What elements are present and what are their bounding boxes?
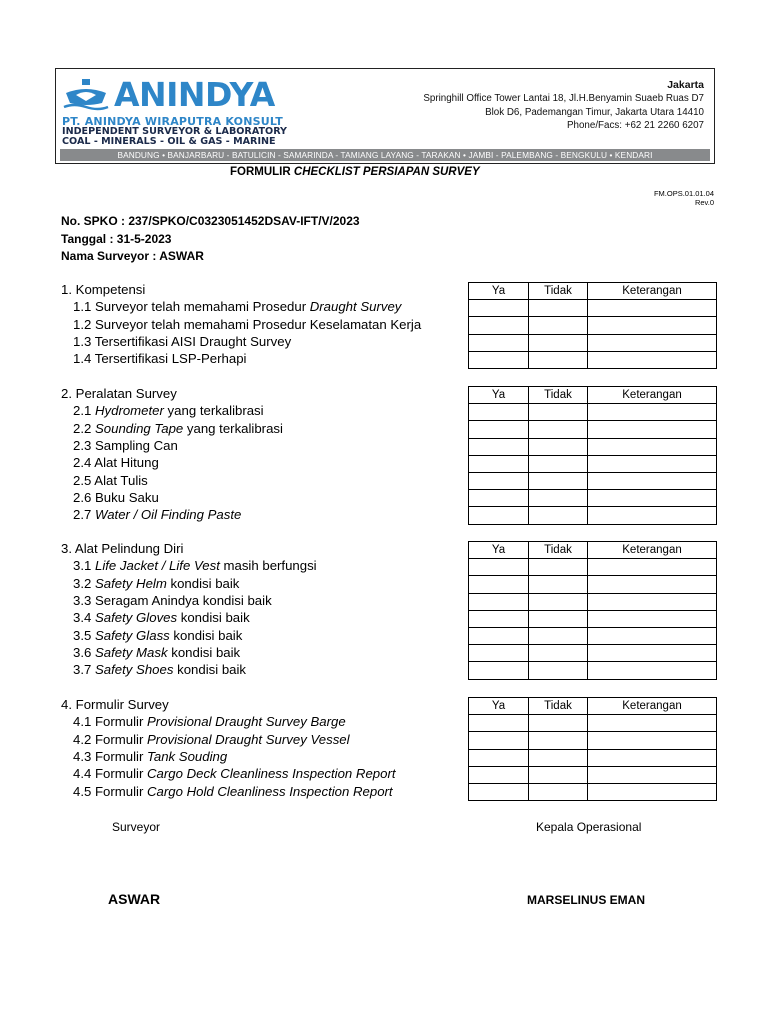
checklist-item: [73, 351, 246, 366]
form-title-plain: FORMULIR: [230, 166, 294, 178]
header-keterangan: Keterangan: [588, 283, 717, 300]
item-text: 3.4: [73, 610, 95, 626]
company-tagline: INDEPENDENT SURVEYOR & LABORATORY: [62, 126, 288, 137]
cell-keterangan[interactable]: [588, 610, 717, 627]
signature-name-surveyor: ASWAR: [108, 891, 161, 907]
item-text: 2.6 Buku Saku: [73, 489, 159, 505]
cell-tidak[interactable]: [529, 421, 588, 438]
letterhead: [55, 68, 715, 164]
checklist-item: [73, 610, 250, 625]
cell-tidak[interactable]: [529, 662, 588, 679]
section-title: 3. Alat Pelindung Diri: [61, 541, 184, 556]
cell-tidak[interactable]: [529, 766, 588, 783]
office-address: [423, 79, 704, 133]
cell-ya[interactable]: [469, 783, 529, 800]
cell-keterangan[interactable]: [588, 645, 717, 662]
checklist-item: [73, 628, 242, 643]
item-text: 1.4 Tersertifikasi LSP-Perhapi: [73, 351, 247, 367]
cell-tidak[interactable]: [529, 732, 588, 749]
form-title-italic: CHECKLIST PERSIAPAN SURVEY: [293, 166, 480, 178]
item-text: 2.1: [73, 403, 95, 419]
checklist-item: [73, 507, 241, 522]
table-row: [469, 421, 717, 438]
cell-ya[interactable]: [469, 749, 529, 766]
checklist-table: [468, 697, 717, 801]
cell-tidak[interactable]: [529, 507, 588, 524]
item-text-suffix: kondisi baik: [166, 575, 240, 591]
checklist-item: [73, 490, 159, 505]
cell-tidak[interactable]: [529, 559, 588, 576]
item-text-suffix: kondisi baik: [173, 662, 247, 678]
cell-tidak[interactable]: [529, 455, 588, 472]
spko-number: No. SPKO : 237/SPKO/C0323051452DSAV-IFT/V/2023: [61, 214, 360, 228]
cell-ya[interactable]: [469, 317, 529, 334]
table-row: [469, 783, 717, 800]
checklist-table: [468, 282, 717, 369]
table-header-row: [469, 283, 717, 300]
item-text: 2.2: [73, 420, 95, 436]
office-phone: Phone/Facs: +62 21 2260 6207: [567, 120, 704, 132]
cell-ya[interactable]: [469, 300, 529, 317]
item-text: 3.3 Seragam Anindya kondisi baik: [73, 592, 272, 608]
cell-keterangan[interactable]: [588, 766, 717, 783]
cell-ya[interactable]: [469, 507, 529, 524]
cell-ya[interactable]: [469, 610, 529, 627]
cell-keterangan[interactable]: [588, 507, 717, 524]
cell-tidak[interactable]: [529, 334, 588, 351]
item-text-italic: Life Jacket / Life Vest: [95, 558, 220, 574]
cell-ya[interactable]: [469, 421, 529, 438]
table-row: [469, 507, 717, 524]
checklist-item: [73, 784, 393, 799]
cell-keterangan[interactable]: [588, 334, 717, 351]
cell-keterangan[interactable]: [588, 351, 717, 368]
cell-keterangan[interactable]: [588, 472, 717, 489]
cell-tidak[interactable]: [529, 576, 588, 593]
section-title: 1. Kompetensi: [61, 282, 146, 297]
cell-ya[interactable]: [469, 732, 529, 749]
surveyor-name: Nama Surveyor : ASWAR: [61, 249, 204, 263]
form-revision: Rev.0: [694, 198, 714, 207]
company-name: PT. ANINDYA WIRAPUTRA KONSULT: [62, 115, 283, 128]
table-header-row: [469, 387, 717, 404]
cell-ya[interactable]: [469, 715, 529, 732]
ship-logo-icon: [62, 77, 110, 113]
item-text: 2.7: [73, 507, 95, 523]
cell-ya[interactable]: [469, 662, 529, 679]
cell-tidak[interactable]: [529, 593, 588, 610]
checklist-item: [73, 334, 291, 349]
survey-date: Tanggal : 31-5-2023: [61, 232, 172, 246]
table-row: [469, 766, 717, 783]
cell-ya[interactable]: [469, 472, 529, 489]
header-keterangan: Keterangan: [588, 387, 717, 404]
table-row: [469, 749, 717, 766]
table-row: [469, 576, 717, 593]
cell-tidak[interactable]: [529, 627, 588, 644]
item-text-italic: Provisional Draught Survey Vessel: [147, 731, 350, 747]
signature-label-surveyor: Surveyor: [112, 820, 161, 834]
cell-ya[interactable]: [469, 455, 529, 472]
checklist-item: [73, 473, 148, 488]
item-text-suffix: yang terkalibrasi: [183, 420, 283, 436]
cell-tidak[interactable]: [529, 351, 588, 368]
cell-keterangan[interactable]: [588, 627, 717, 644]
cell-keterangan[interactable]: [588, 404, 717, 421]
item-text-italic: Cargo Hold Cleanliness Inspection Report: [147, 783, 393, 799]
item-text: 2.5 Alat Tulis: [73, 472, 148, 488]
table-row: [469, 593, 717, 610]
header-tidak: Tidak: [529, 698, 588, 715]
item-text-italic: Safety Mask: [95, 644, 168, 660]
cell-tidak[interactable]: [529, 610, 588, 627]
cell-ya[interactable]: [469, 351, 529, 368]
header-keterangan: Keterangan: [588, 542, 717, 559]
checklist-table: [468, 541, 717, 680]
cell-tidak[interactable]: [529, 472, 588, 489]
table-row: [469, 351, 717, 368]
checklist-item: [73, 558, 317, 573]
item-text: 1.1 Surveyor telah memahami Prosedur: [73, 299, 310, 315]
checklist-item: [73, 749, 227, 764]
form-title: [230, 166, 480, 178]
section-title: 2. Peralatan Survey: [61, 386, 177, 401]
checklist-item: [73, 662, 246, 677]
table-row: [469, 627, 717, 644]
form-code-number: FM.OPS.01.01.04: [653, 189, 714, 198]
company-sectors: COAL - MINERALS - OIL & GAS - MARINE: [62, 136, 276, 147]
checklist-item: [73, 593, 272, 608]
checklist-item: [73, 645, 240, 660]
table-row: [469, 610, 717, 627]
table-row: [469, 490, 717, 507]
signature-label-head: Kepala Operasional: [536, 820, 642, 834]
cell-keterangan[interactable]: [588, 749, 717, 766]
checklist-item: [73, 732, 350, 747]
checklist-item: [73, 317, 421, 332]
item-text-suffix: kondisi baik: [177, 610, 250, 626]
checklist-item: [73, 766, 396, 781]
checklist-item: [73, 438, 178, 453]
item-text: 2.3 Sampling Can: [73, 437, 178, 453]
item-text: 4.1 Formulir: [73, 714, 148, 730]
cell-tidak[interactable]: [529, 715, 588, 732]
cell-tidak[interactable]: [529, 438, 588, 455]
item-text: 4.5 Formulir: [73, 783, 148, 799]
cell-ya[interactable]: [469, 438, 529, 455]
table-row: [469, 334, 717, 351]
cell-ya[interactable]: [469, 334, 529, 351]
cell-keterangan[interactable]: [588, 300, 717, 317]
table-row: [469, 300, 717, 317]
item-text-italic: Safety Gloves: [95, 610, 178, 626]
header-ya: Ya: [469, 387, 529, 404]
signature-name-head: MARSELINUS EMAN: [527, 893, 646, 907]
cell-ya[interactable]: [469, 593, 529, 610]
header-ya: Ya: [469, 698, 529, 715]
item-text: 3.1: [73, 558, 95, 574]
item-text: 4.4 Formulir: [73, 766, 148, 782]
checklist-item: [73, 421, 283, 436]
item-text-italic: Draught Survey: [309, 299, 402, 315]
table-row: [469, 715, 717, 732]
item-text-italic: Sounding Tape: [95, 420, 184, 436]
cell-tidak[interactable]: [529, 490, 588, 507]
cell-keterangan[interactable]: [588, 455, 717, 472]
item-text: 2.4 Alat Hitung: [73, 455, 159, 471]
cell-keterangan[interactable]: [588, 438, 717, 455]
table-row: [469, 662, 717, 679]
table-row: [469, 472, 717, 489]
cell-keterangan[interactable]: [588, 732, 717, 749]
checklist-table: [468, 386, 717, 525]
item-text-italic: Safety Glass: [95, 627, 170, 643]
item-text: 3.7: [73, 662, 95, 678]
item-text: 3.6: [73, 644, 95, 660]
cell-keterangan[interactable]: [588, 715, 717, 732]
branch-list-bar: BANDUNG • BANJARBARU - BATULICIN - SAMARINDA - TAMIANG LAYANG - TARAKAN • JAMBI - PALEMBANG - BENGKULU • KENDARI: [60, 149, 710, 161]
item-text: 4.3 Formulir: [73, 748, 148, 764]
cell-ya[interactable]: [469, 627, 529, 644]
cell-keterangan[interactable]: [588, 593, 717, 610]
table-row: [469, 559, 717, 576]
header-keterangan: Keterangan: [588, 698, 717, 715]
cell-ya[interactable]: [469, 766, 529, 783]
header-ya: Ya: [469, 283, 529, 300]
table-row: [469, 645, 717, 662]
item-text-italic: Cargo Deck Cleanliness Inspection Report: [147, 766, 396, 782]
item-text: 1.3 Tersertifikasi AISI Draught Survey: [73, 333, 292, 349]
cell-keterangan[interactable]: [588, 421, 717, 438]
item-text: 3.5: [73, 627, 95, 643]
table-row: [469, 438, 717, 455]
table-row: [469, 455, 717, 472]
checklist-item: [73, 576, 239, 591]
header-tidak: Tidak: [529, 387, 588, 404]
item-text: 4.2 Formulir: [73, 731, 148, 747]
cell-ya[interactable]: [469, 404, 529, 421]
cell-keterangan[interactable]: [588, 662, 717, 679]
table-header-row: [469, 698, 717, 715]
table-row: [469, 317, 717, 334]
item-text: 3.2: [73, 575, 95, 591]
cell-keterangan[interactable]: [588, 317, 717, 334]
checklist-item: [73, 714, 346, 729]
header-tidak: Tidak: [529, 283, 588, 300]
cell-ya[interactable]: [469, 559, 529, 576]
cell-tidak[interactable]: [529, 783, 588, 800]
item-text-italic: Provisional Draught Survey Barge: [147, 714, 346, 730]
cell-tidak[interactable]: [529, 300, 588, 317]
item-text-suffix: kondisi baik: [169, 627, 243, 643]
cell-ya[interactable]: [469, 576, 529, 593]
item-text-italic: Hydrometer: [95, 403, 164, 419]
checklist-item: [73, 403, 264, 418]
office-city: Jakarta: [667, 79, 704, 91]
header-tidak: Tidak: [529, 542, 588, 559]
cell-tidak[interactable]: [529, 317, 588, 334]
office-address-line1: Springhill Office Tower Lantai 18, Jl.H.Benyamin Suaeb Ruas D7: [423, 93, 704, 105]
cell-keterangan[interactable]: [588, 559, 717, 576]
cell-ya[interactable]: [469, 490, 529, 507]
checklist-item: [73, 455, 159, 470]
item-text-italic: Safety Helm: [95, 575, 167, 591]
cell-ya[interactable]: [469, 645, 529, 662]
header-ya: Ya: [469, 542, 529, 559]
item-text-suffix: yang terkalibrasi: [163, 403, 264, 419]
item-text: 1.2 Surveyor telah memahami Prosedur Keselamatan Kerja: [73, 316, 422, 332]
brand-name: ANINDYA: [114, 75, 275, 114]
cell-keterangan[interactable]: [588, 490, 717, 507]
table-row: [469, 404, 717, 421]
checklist-item: [73, 299, 401, 314]
cell-keterangan[interactable]: [588, 576, 717, 593]
cell-keterangan[interactable]: [588, 783, 717, 800]
table-header-row: [469, 542, 717, 559]
cell-tidak[interactable]: [529, 645, 588, 662]
section-title: 4. Formulir Survey: [61, 697, 169, 712]
form-code: [654, 189, 714, 207]
item-text-italic: Water / Oil Finding Paste: [95, 507, 242, 523]
cell-tidak[interactable]: [529, 749, 588, 766]
item-text-italic: Tank Souding: [147, 748, 228, 764]
item-text-italic: Safety Shoes: [95, 662, 174, 678]
cell-tidak[interactable]: [529, 404, 588, 421]
item-text-suffix: masih berfungsi: [219, 558, 317, 574]
table-row: [469, 732, 717, 749]
office-address-line2: Blok D6, Pademangan Timur, Jakarta Utara 14410: [485, 106, 704, 118]
item-text-suffix: kondisi baik: [167, 644, 241, 660]
